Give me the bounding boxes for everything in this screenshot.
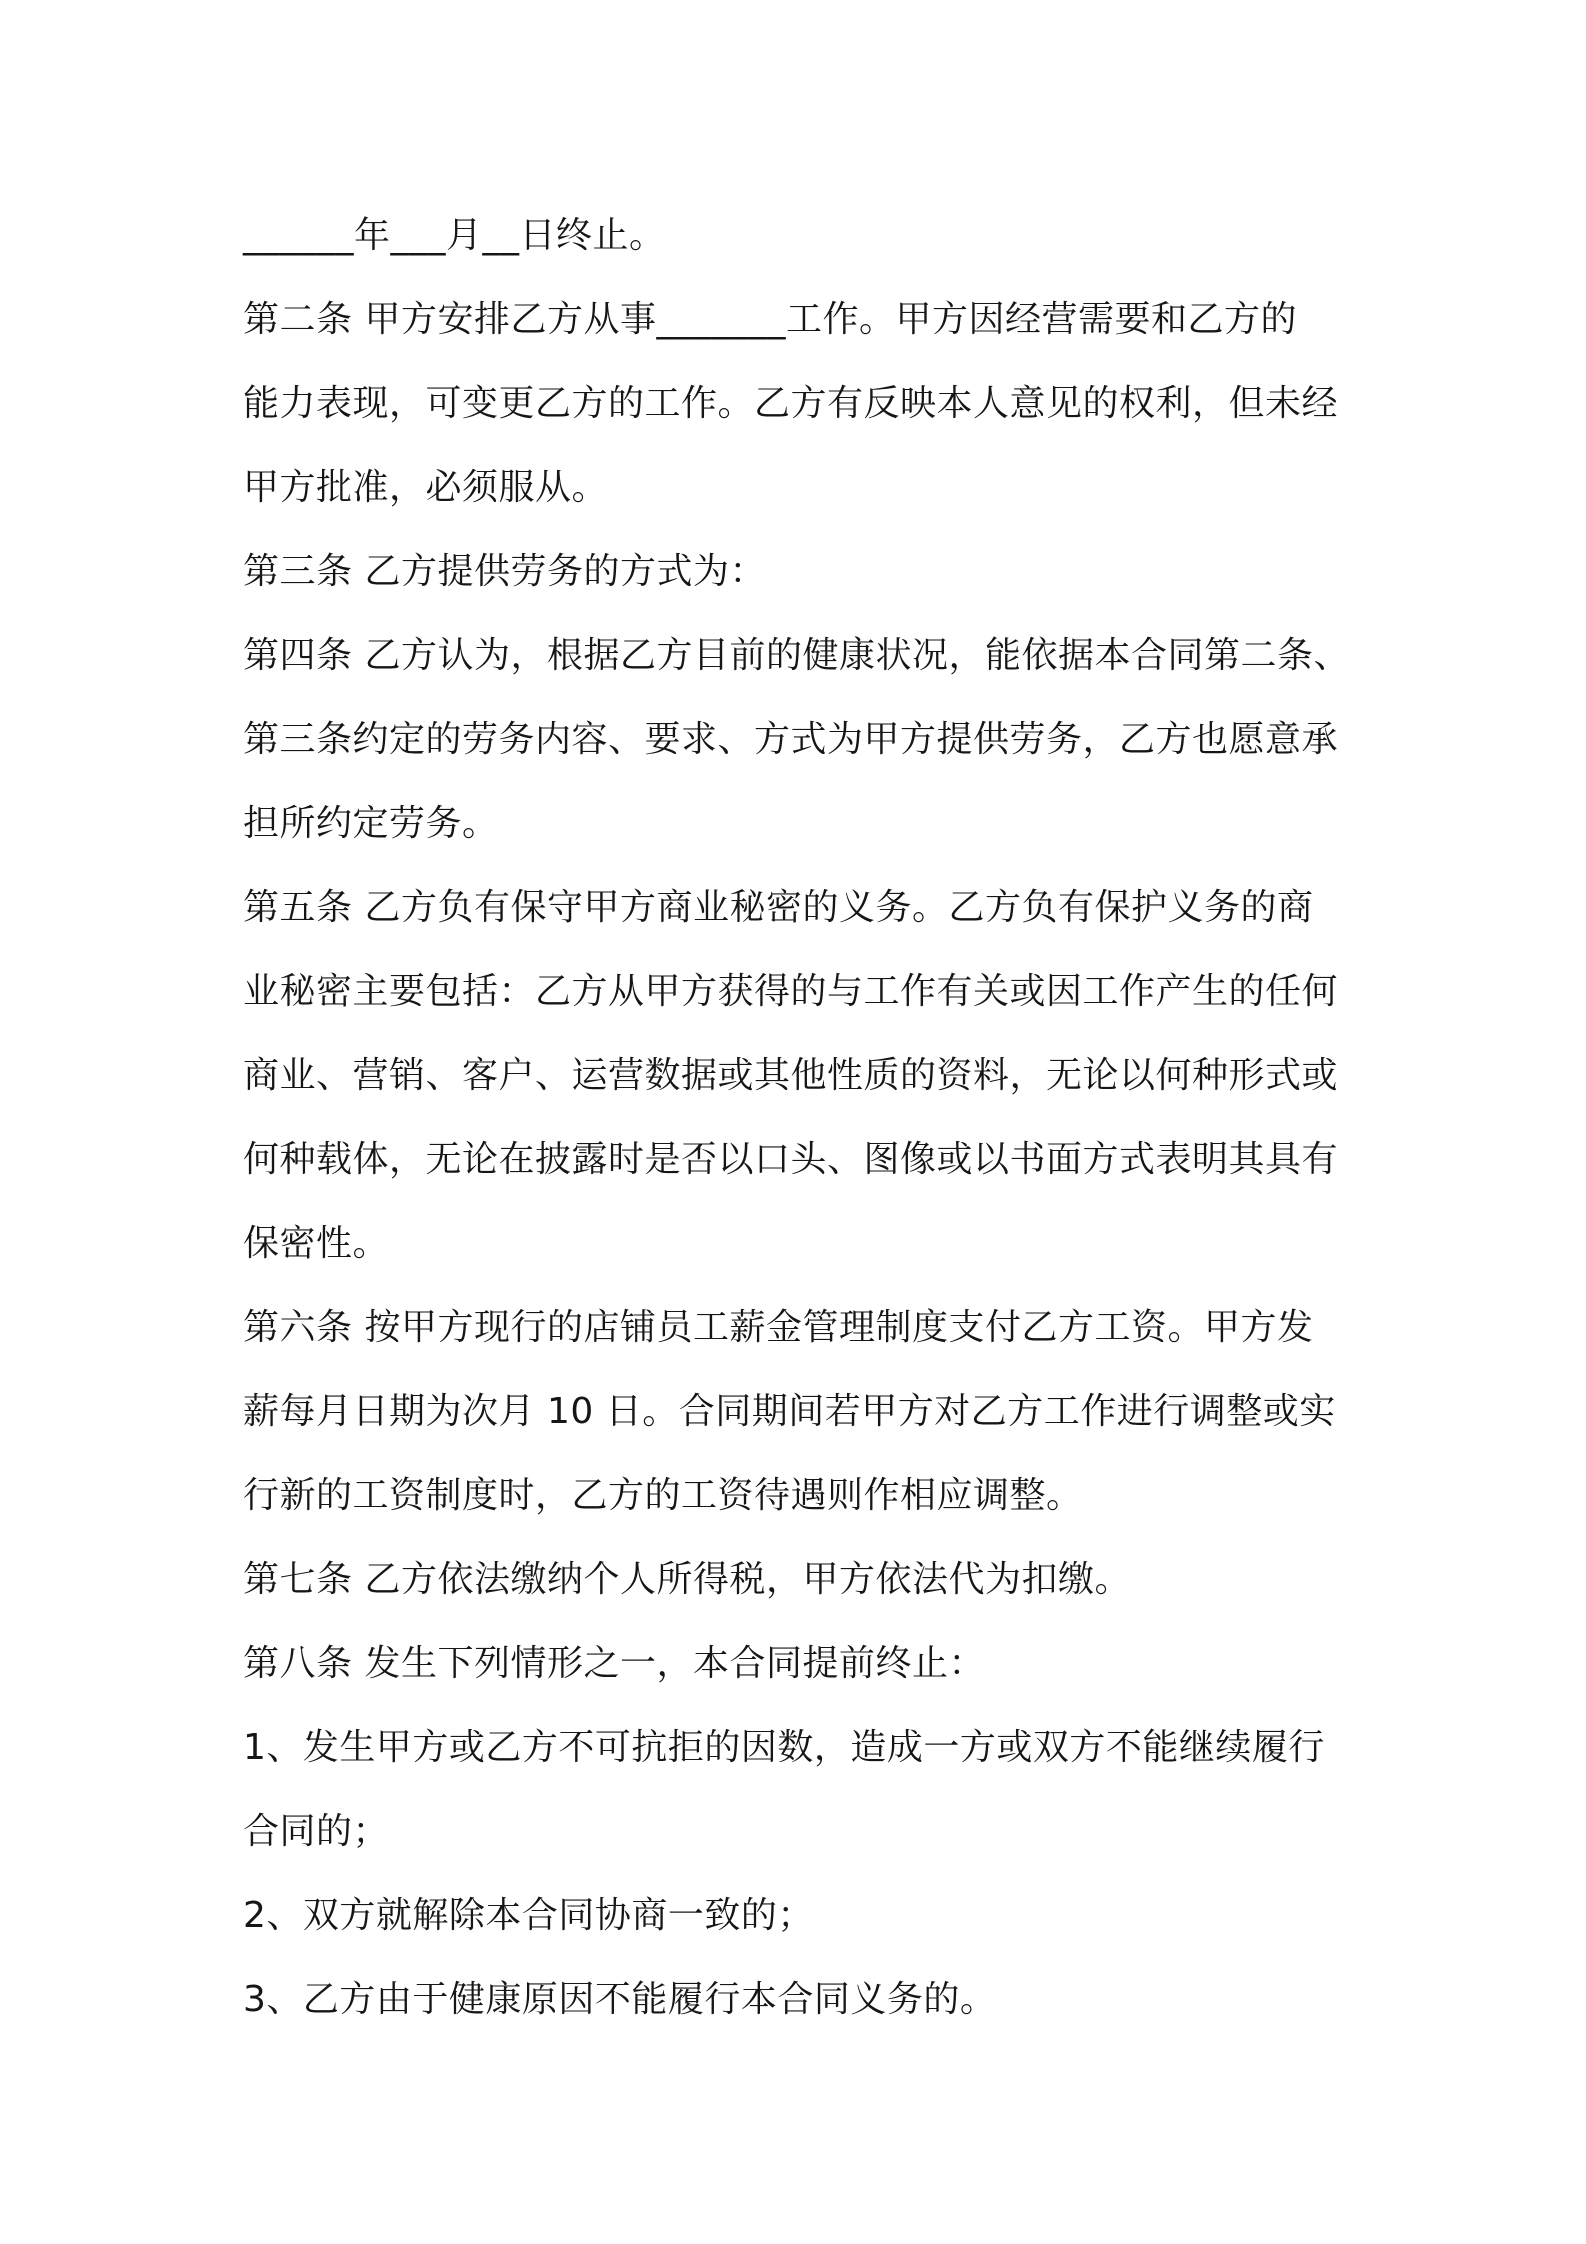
text-line: 2、双方就解除本合同协商一致的； [243,1895,814,1936]
text-line: 第八条 发生下列情形之一，本合同提前终止： [243,1643,985,1684]
text-line: 能力表现，可变更乙方的工作。乙方有反映本人意见的权利，但未经 [243,383,1339,424]
text-line: 第五条 乙方负有保守甲方商业秘密的义务。乙方负有保护义务的商 [243,887,1314,928]
text-line: 第三条约定的劳务内容、要求、方式为甲方提供劳务，乙方也愿意承 [243,719,1339,760]
text-line: 合同的； [243,1811,390,1852]
text-line: 保密性。 [243,1223,390,1264]
text-line: ______年___月__日终止。 [243,215,666,256]
text-line: 第三条 乙方提供劳务的方式为： [243,551,766,592]
text-line: 第七条 乙方依法缴纳个人所得税，甲方依法代为扣缴。 [243,1559,1131,1600]
text-line: 担所约定劳务。 [243,803,499,844]
text-line: 第四条 乙方认为，根据乙方目前的健康状况，能依据本合同第二条、 [243,635,1350,676]
text-line: 甲方批准，必须服从。 [243,467,609,508]
text-line: 3、乙方由于健康原因不能履行本合同义务的。 [243,1979,997,2020]
text-line: 行新的工资制度时，乙方的工资待遇则作相应调整。 [243,1475,1083,1516]
text-line: 何种载体，无论在披露时是否以口头、图像或以书面方式表明其具有 [243,1139,1339,1180]
text-line: 薪每月日期为次月 10 日。合同期间若甲方对乙方工作进行调整或实 [243,1391,1336,1432]
text-line: 第二条 甲方安排乙方从事_______工作。甲方因经营需要和乙方的 [243,299,1297,340]
text-line: 商业、营销、客户、运营数据或其他性质的资料，无论以何种形式或 [243,1055,1339,1096]
text-line: 第六条 按甲方现行的店铺员工薪金管理制度支付乙方工资。甲方发 [243,1307,1314,1348]
contract-text [243,194,1355,2042]
text-line: 业秘密主要包括：乙方从甲方获得的与工作有关或因工作产生的任何 [243,971,1339,1012]
text-line: 1、发生甲方或乙方不可抗拒的因数，造成一方或双方不能继续履行 [243,1727,1325,1768]
